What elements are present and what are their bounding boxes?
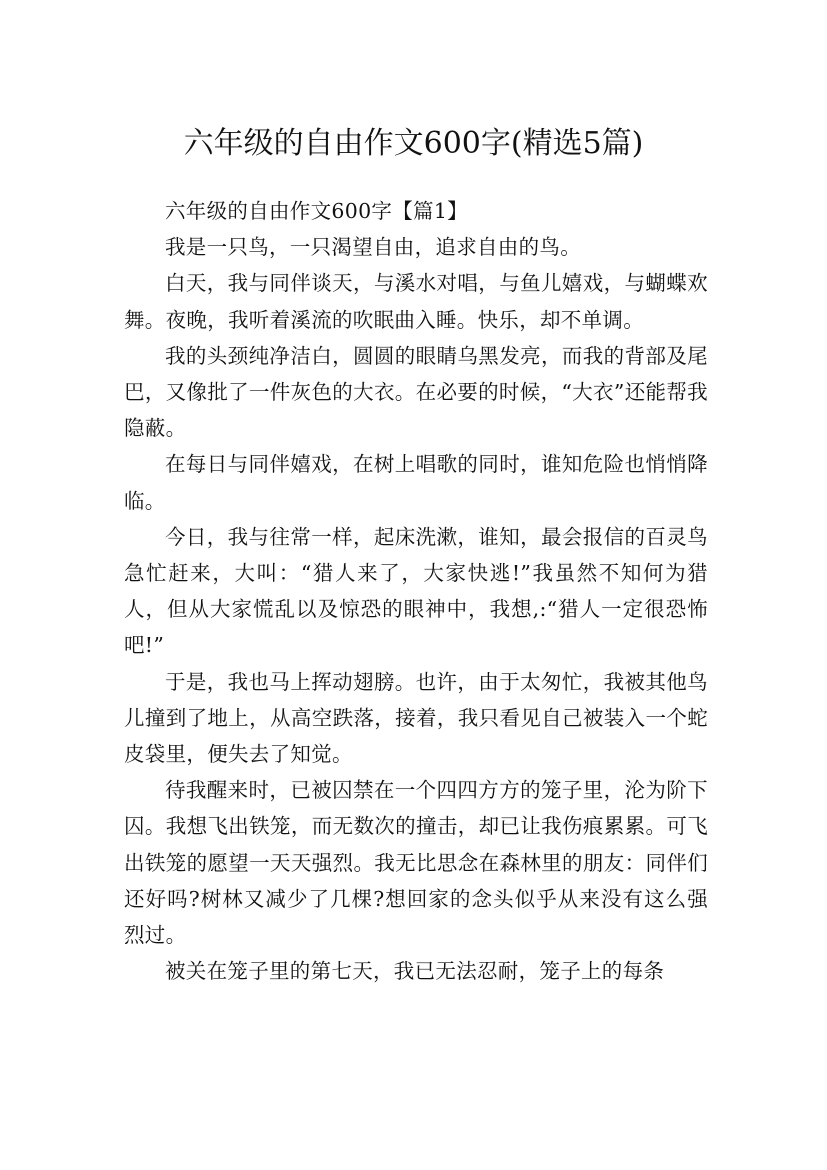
paragraph: 在每日与同伴嬉戏，在树上唱歌的同时，谁知危险也悄悄降临。: [124, 452, 708, 513]
paragraph: 我的头颈纯净洁白，圆圆的眼睛乌黑发亮，而我的背部及尾巴，又像批了一件灰色的大衣。在必要的时候，“大衣”还能帮我隐蔽。: [124, 343, 708, 441]
paragraph: 今日，我与往常一样，起床洗漱，谁知，最会报信的百灵鸟急忙赶来，大叫：“猎人来了，大家快逃!”我虽然不知何为猎人，但从大家慌乱以及惊恐的眼神中，我想,:“猎人一定很恐怖吧!”: [124, 524, 708, 658]
paragraph: 白天，我与同伴谈天，与溪水对唱，与鱼儿嬉戏，与蝴蝶欢舞。夜晚，我听着溪流的吹眠曲入睡。快乐，却不单调。: [124, 271, 708, 332]
paragraph: 待我醒来时，已被囚禁在一个四四方方的笼子里，沦为阶下囚。我想飞出铁笼，而无数次的撞击，却已让我伤痕累累。可飞出铁笼的愿望一天天强烈。我无比思念在森林里的朋友：同伴们还好吗?树林又减少了几棵?想回家的念头似乎从来没有这么强烈过。: [124, 778, 708, 948]
section-heading: 六年级的自由作文600字【篇1】: [165, 199, 468, 223]
document-body: [124, 193, 708, 989]
paragraph: 被关在笼子里的第七天，我已无法忍耐，笼子上的每条: [165, 959, 665, 984]
paragraph: 于是，我也马上挥动翅膀。也许，由于太匆忙，我被其他鸟儿撞到了地上，从高空跌落，接着，我只看见自己被装入一个蛇皮袋里，便失去了知觉。: [124, 669, 708, 767]
paragraph: 我是一只鸟，一只渴望自由，追求自由的鸟。: [165, 235, 581, 260]
document-title: 六年级的自由作文600字(精选5篇): [183, 126, 644, 162]
